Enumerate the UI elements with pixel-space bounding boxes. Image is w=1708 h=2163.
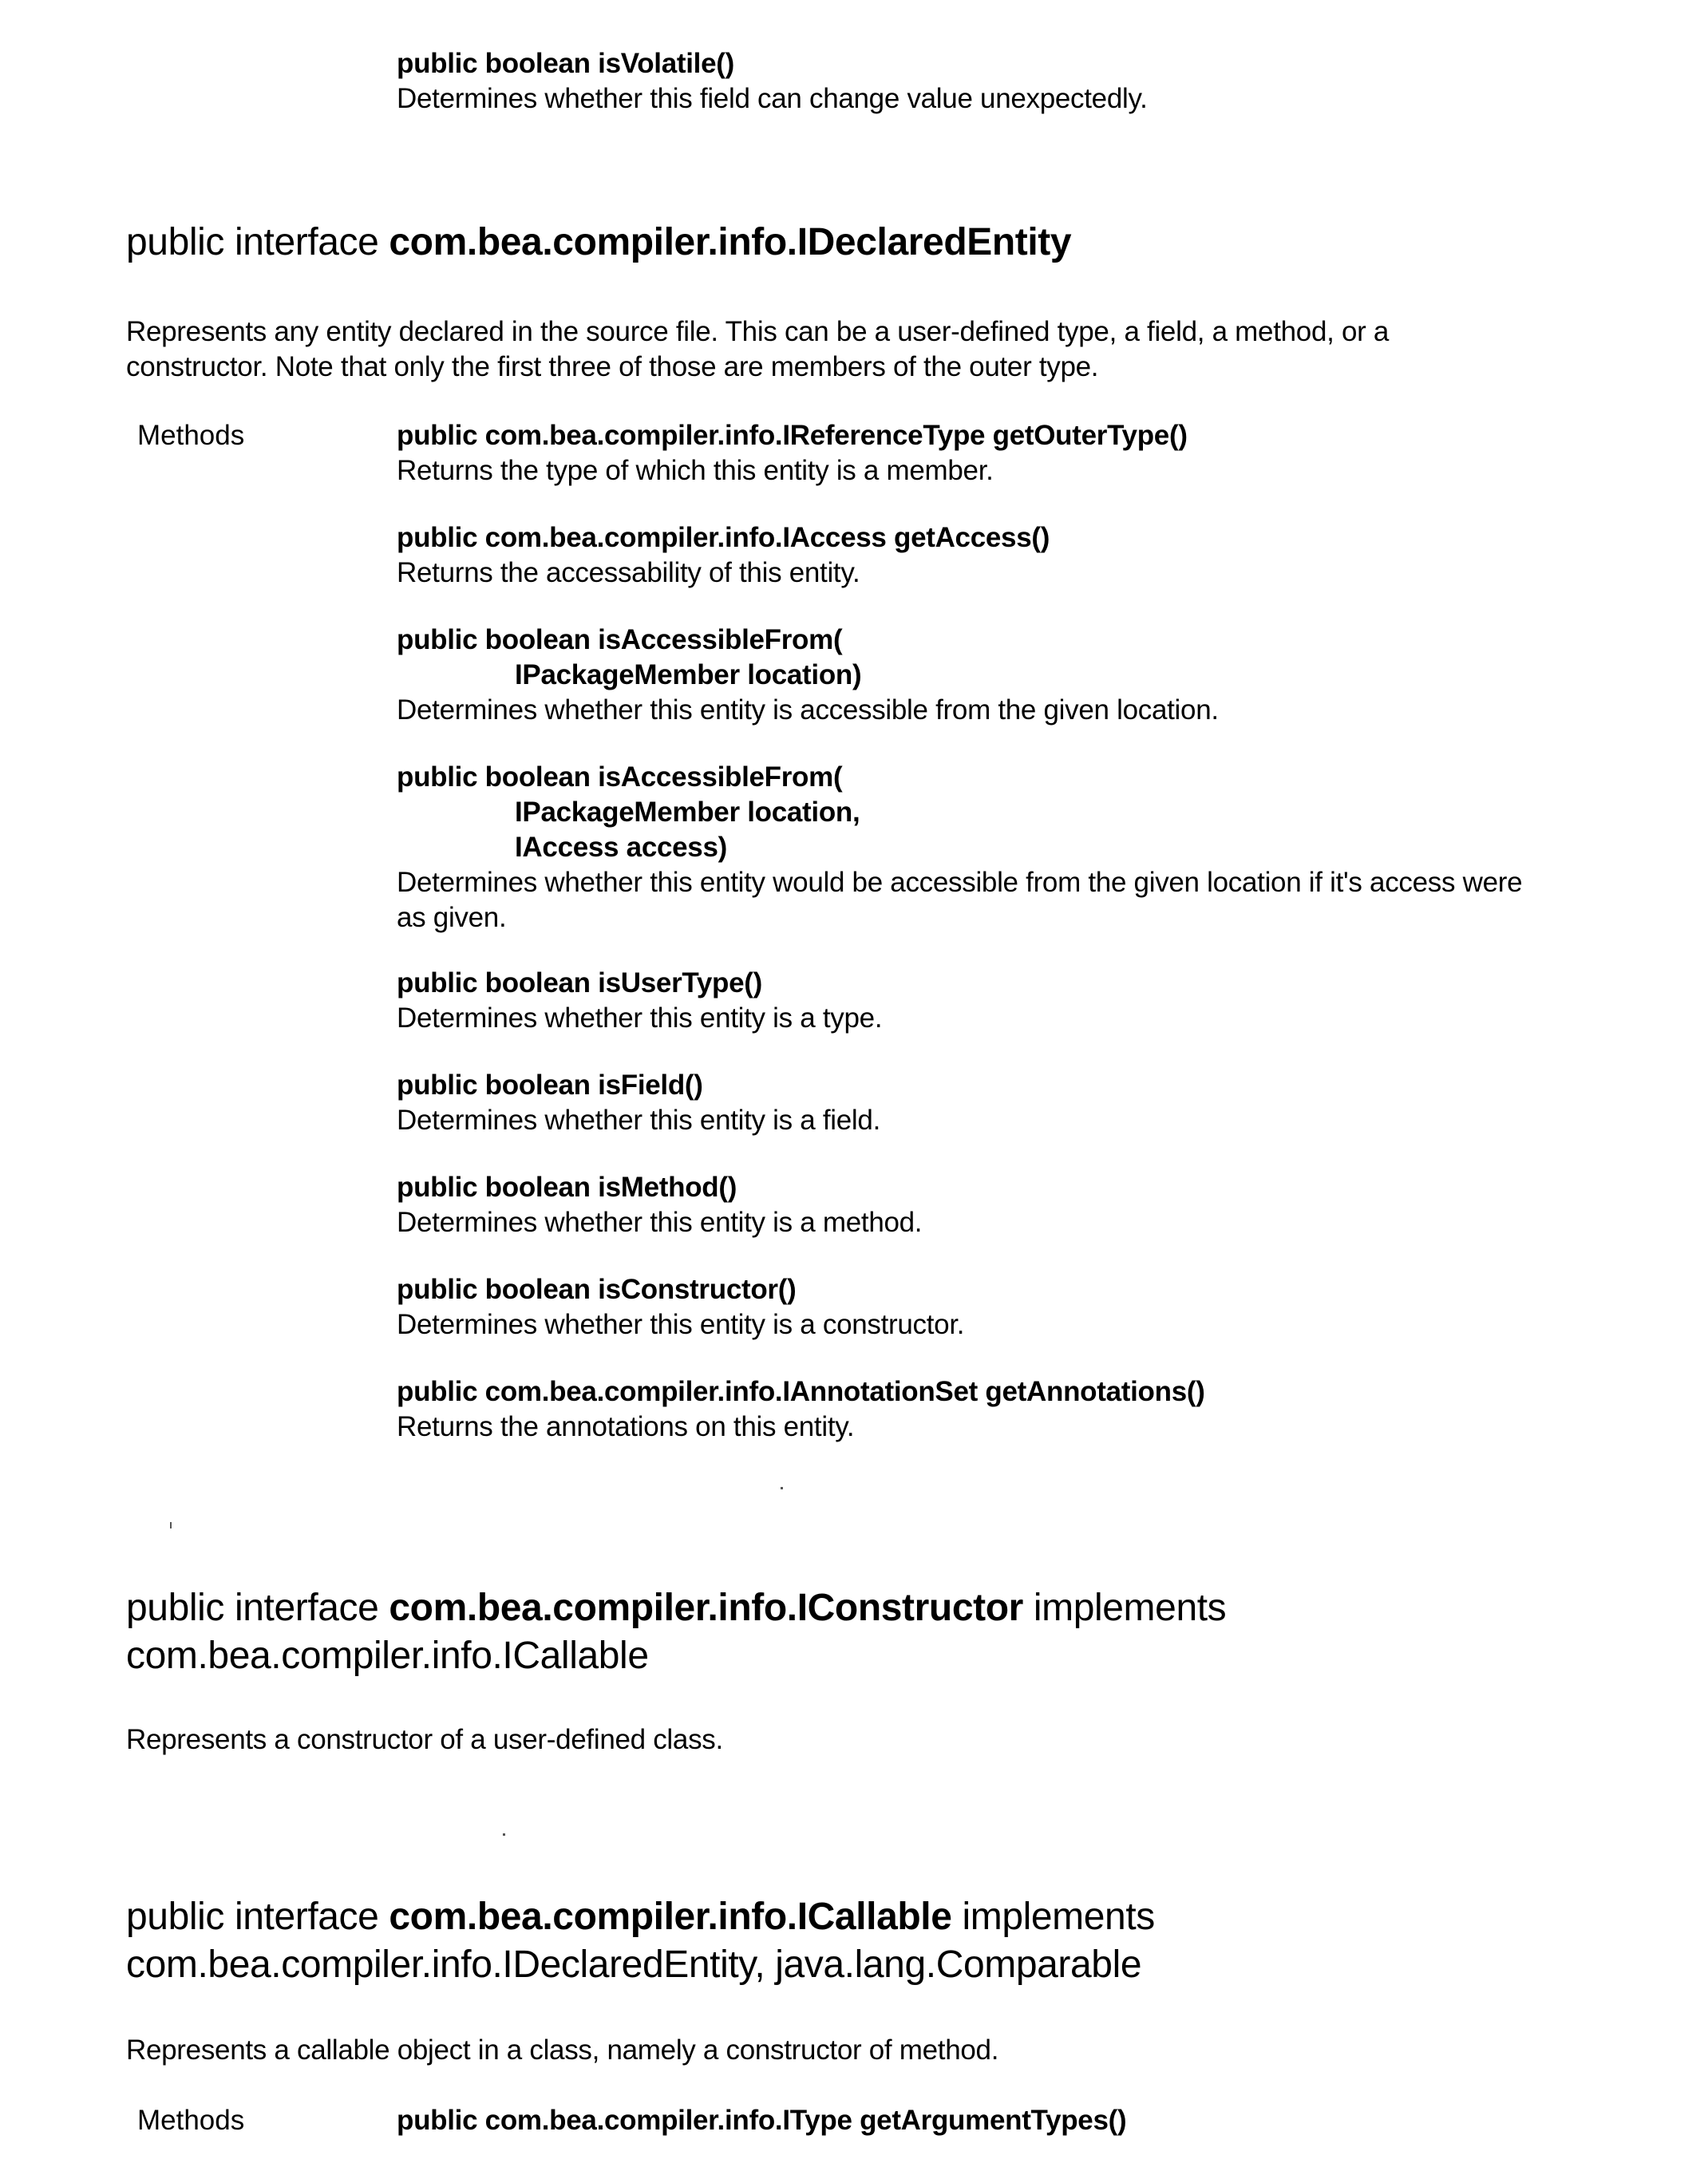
description-line: constructor. Note that only the first three of those are members of the outer type. xyxy=(126,351,1099,382)
method-parameter: IPackageMember location, xyxy=(515,797,860,828)
description-line: Represents a callable object in a class, namely a constructor of method. xyxy=(126,2034,999,2066)
heading-prefix: public interface xyxy=(126,221,389,263)
heading-prefix: public interface xyxy=(126,1896,389,1938)
method-description: Returns the type of which this entity is a member. xyxy=(397,455,994,486)
interface-heading-icallable xyxy=(126,1893,1155,1989)
description-line: Represents a constructor of a user-defined class. xyxy=(126,1724,723,1755)
method-signature: public boolean isField() xyxy=(397,1070,703,1101)
method-entry-isField xyxy=(397,1068,1690,1138)
heading-suffix: implements xyxy=(951,1896,1155,1938)
interface-name: com.bea.compiler.info.IDeclaredEntity xyxy=(389,221,1072,263)
interface-description xyxy=(126,1722,1690,1758)
scan-speck xyxy=(503,1833,505,1836)
heading-implements: com.bea.compiler.info.IDeclaredEntity, java.lang.Comparable xyxy=(126,1944,1142,1986)
heading-suffix: implements xyxy=(1022,1587,1227,1629)
method-entry-getOuterType xyxy=(397,418,1690,488)
method-signature: public com.bea.compiler.info.IReferenceType getOuterType() xyxy=(397,420,1188,451)
method-description: as given. xyxy=(397,902,507,933)
method-description: Returns the annotations on this entity. xyxy=(397,1411,855,1442)
method-signature: public boolean isVolatile() xyxy=(397,48,734,79)
heading-prefix: public interface xyxy=(126,1587,389,1629)
method-parameter: IPackageMember location) xyxy=(515,659,862,690)
method-entry-isConstructor xyxy=(397,1272,1690,1342)
interface-heading-iconstructor xyxy=(126,1584,1226,1680)
method-entry-isAccessibleFrom-2 xyxy=(397,760,1690,935)
method-entry-getAnnotations xyxy=(397,1374,1690,1445)
method-description: Determines whether this entity is a method. xyxy=(397,1207,923,1238)
method-description: Determines whether this entity is a constructor. xyxy=(397,1309,965,1340)
heading-implements: com.bea.compiler.info.ICallable xyxy=(126,1635,649,1677)
method-signature: public com.bea.compiler.info.IAnnotationSet getAnnotations() xyxy=(397,1376,1205,1407)
interface-description xyxy=(126,314,1690,385)
method-description: Returns the accessability of this entity. xyxy=(397,557,860,588)
scan-speck xyxy=(170,1522,172,1528)
method-description: Determines whether this entity is a type. xyxy=(397,1002,883,1034)
description-line: Represents any entity declared in the source file. This can be a user-defined type, a field, a method, or a xyxy=(126,316,1390,347)
method-entry-isUserType xyxy=(397,966,1690,1036)
methods-label: Methods xyxy=(137,420,245,451)
method-description: Determines whether this entity would be accessible from the given location if it's access were xyxy=(397,867,1523,898)
method-signature: public boolean isAccessibleFrom( xyxy=(397,624,843,655)
method-signature: public boolean isConstructor() xyxy=(397,1274,797,1305)
method-signature: public com.bea.compiler.info.IAccess getAccess() xyxy=(397,522,1050,553)
method-entry-getArgumentTypes xyxy=(397,2103,1690,2138)
method-entry-isVolatile xyxy=(397,46,1690,117)
method-description: Determines whether this entity is accessible from the given location. xyxy=(397,694,1219,726)
interface-heading-ideclaredentity xyxy=(126,219,1071,267)
interface-name: com.bea.compiler.info.IConstructor xyxy=(389,1587,1023,1629)
method-description: Determines whether this entity is a field. xyxy=(397,1105,881,1136)
interface-name: com.bea.compiler.info.ICallable xyxy=(389,1896,952,1938)
methods-label: Methods xyxy=(137,2105,245,2136)
method-signature: public boolean isAccessibleFrom( xyxy=(397,761,843,793)
method-signature: public boolean isUserType() xyxy=(397,967,762,998)
method-signature: public com.bea.compiler.info.IType getArgumentTypes() xyxy=(397,2105,1127,2136)
scan-speck xyxy=(781,1487,783,1489)
method-entry-getAccess xyxy=(397,520,1690,591)
method-signature: public boolean isMethod() xyxy=(397,1172,737,1203)
method-parameter: IAccess access) xyxy=(515,832,727,863)
method-description: Determines whether this field can change value unexpectedly. xyxy=(397,83,1148,114)
interface-description xyxy=(126,2033,1690,2068)
method-entry-isMethod xyxy=(397,1170,1690,1240)
method-entry-isAccessibleFrom-1 xyxy=(397,623,1690,728)
